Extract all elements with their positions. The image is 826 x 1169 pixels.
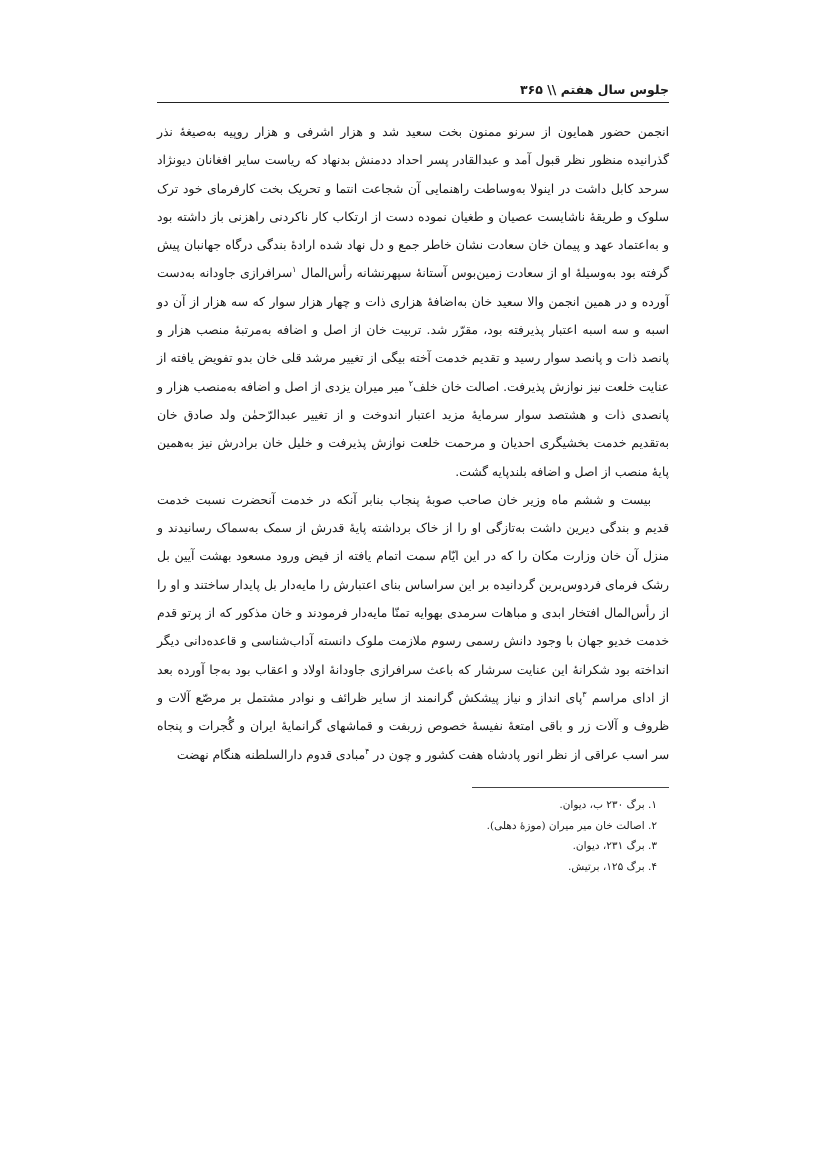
footnote-item: ۳. برگ ۲۳۱، دیوان. [572, 840, 657, 853]
running-header [157, 76, 669, 102]
footnote-reference: ۳ [582, 689, 587, 699]
paragraph-text: انجمن حضور همایون از سرنو ممنون بخت سعید شد و هزار اشرفی و هزار روپیه به‌صیغهٔ نذر گذرانیده منظور نظر قبول آمد و عبدالقادر پسر احداد ددمنش بدنهاد که ریاست سایر افغانان دیونژاد سرحد کابل داشت در اینولا به‌وساطت راهنمایی آن شجاعت انتما و تحریک بخت کارفرمای خود ترک سلوک و طریقهٔ ناشایست عصیان و طغیان نموده دست از ارتکاب کار ناکردنی راهزنی باز داشته بود و به‌اعتماد عهد و پیمان خان سعادت نشان خاطر جمع و دل نهاد شده ارادهٔ بندگی درگاه جهانبان پیش گرفته بود به‌وسیلهٔ او از سعادت زمین‌بوس آستانهٔ سپهرنشانه رأس‌المال [157, 125, 669, 281]
header-rule [157, 102, 669, 103]
footnote-reference: ۴ [365, 746, 370, 756]
footnote-item: ۲. اصالت خان میر میران (موزهٔ دهلی). [486, 819, 657, 832]
paragraph-text: سرافرازی جاودانه به‌دست آورده و در همین انجمن والا سعید خان به‌اضافهٔ هزاری ذات و چهار هزار سوار که سه هزار از آن دو اسبه و سه اسبه اعتبار پذیرفته بود، مقرّر شد. تربیت خان از اصل و اضافه به‌مرتبهٔ منصب هزار و پانصد ذات و پانصد سوار رسید و تقدیم خدمت آخته بیگی از تغییر مرشد قلی خان بدو تفویض یافته از عنایت خلعت نیز نوازش پذیرفت. اصالت خان خلف [157, 266, 669, 394]
paragraph-text: میر میران یزدی از اصل و اضافه به‌منصب هزار و پانصدی ذات و هشتصد سوار سرمایهٔ مزید اعتبار اندوخت و از تغییر عبدالرّحمٰن ولد صادق خان به‌تقدیم خدمت بخشیگری احدیان و مرحمت خلعت نوازش پذیرفت و خلیل خان برادرش نیز به‌همین پایهٔ منصب از اصل و اضافه بلندپایه گشت. [157, 379, 670, 479]
footnote-item: ۱. برگ ۲۳۰ ب، دیوان. [559, 799, 657, 811]
paragraph-text: بیست و ششم ماه وزیر خان صاحب صوبهٔ پنجاب بنابر آنکه در خدمت آنحضرت نسبت خدمت قدیم و بندگی دیرین داشت به‌تازگی او را از خاک برداشته پایهٔ قدرش از سمک به‌سماک رسانیدند و منزل آن خان وزارت مکان را که در این ایّام سمت اتمام یافته از فیض ورود مسعود بهشت آیین بل رشک فرمای فردوس‌برین گردانیده بر این سراساس بنای اعتبارش را مایه‌دار بل پایدار ساختند و او را از رأس‌المال افتخار ابدی و مباهات سرمدی بهوایه تمنّا مایه‌دار فرمودند و خان مذکور که از پرتو قدم خدمت خدیو جهان با وجود دانش رسمی رسوم ملازمت ملوک دانسته آداب‌شناسی و قاعده‌دانی دیگر انداخته بود شکرانهٔ این عنایت سرشار که باعث سرافرازی جاودانهٔ اولاد و اعقاب بود به‌جا آورده بعد از ادای مراسم [157, 492, 669, 705]
running-header-title: جلوس سال هفتم \\ ۳۶۵ [519, 81, 669, 97]
footnote-reference: ۱ [292, 265, 297, 275]
body-text [157, 118, 669, 769]
footnotes [157, 795, 669, 877]
body-paragraph [157, 118, 669, 486]
footnote-item: ۴. برگ ۱۲۵، برتیش. [568, 860, 657, 873]
body-paragraph [157, 486, 669, 769]
paragraph-text: پای انداز و نیاز پیشکش گرانمند از سایر ظرائف و نوادر مشتمل بر مرصّع آلات و ظروف و آلات زر و باقی امتعهٔ نفیسهٔ خصوص زربفت و قماشهای گرانمایهٔ ایران و گُجرات و پنجاه سر اسب عراقی از نظر انور پادشاه هفت کشور و چون در [157, 690, 669, 762]
paragraph-text: مبادی قدوم دارالسلطنه هنگام نهضت [176, 747, 366, 762]
footnote-rule [472, 787, 669, 788]
footnote-reference: ۲ [408, 378, 414, 388]
